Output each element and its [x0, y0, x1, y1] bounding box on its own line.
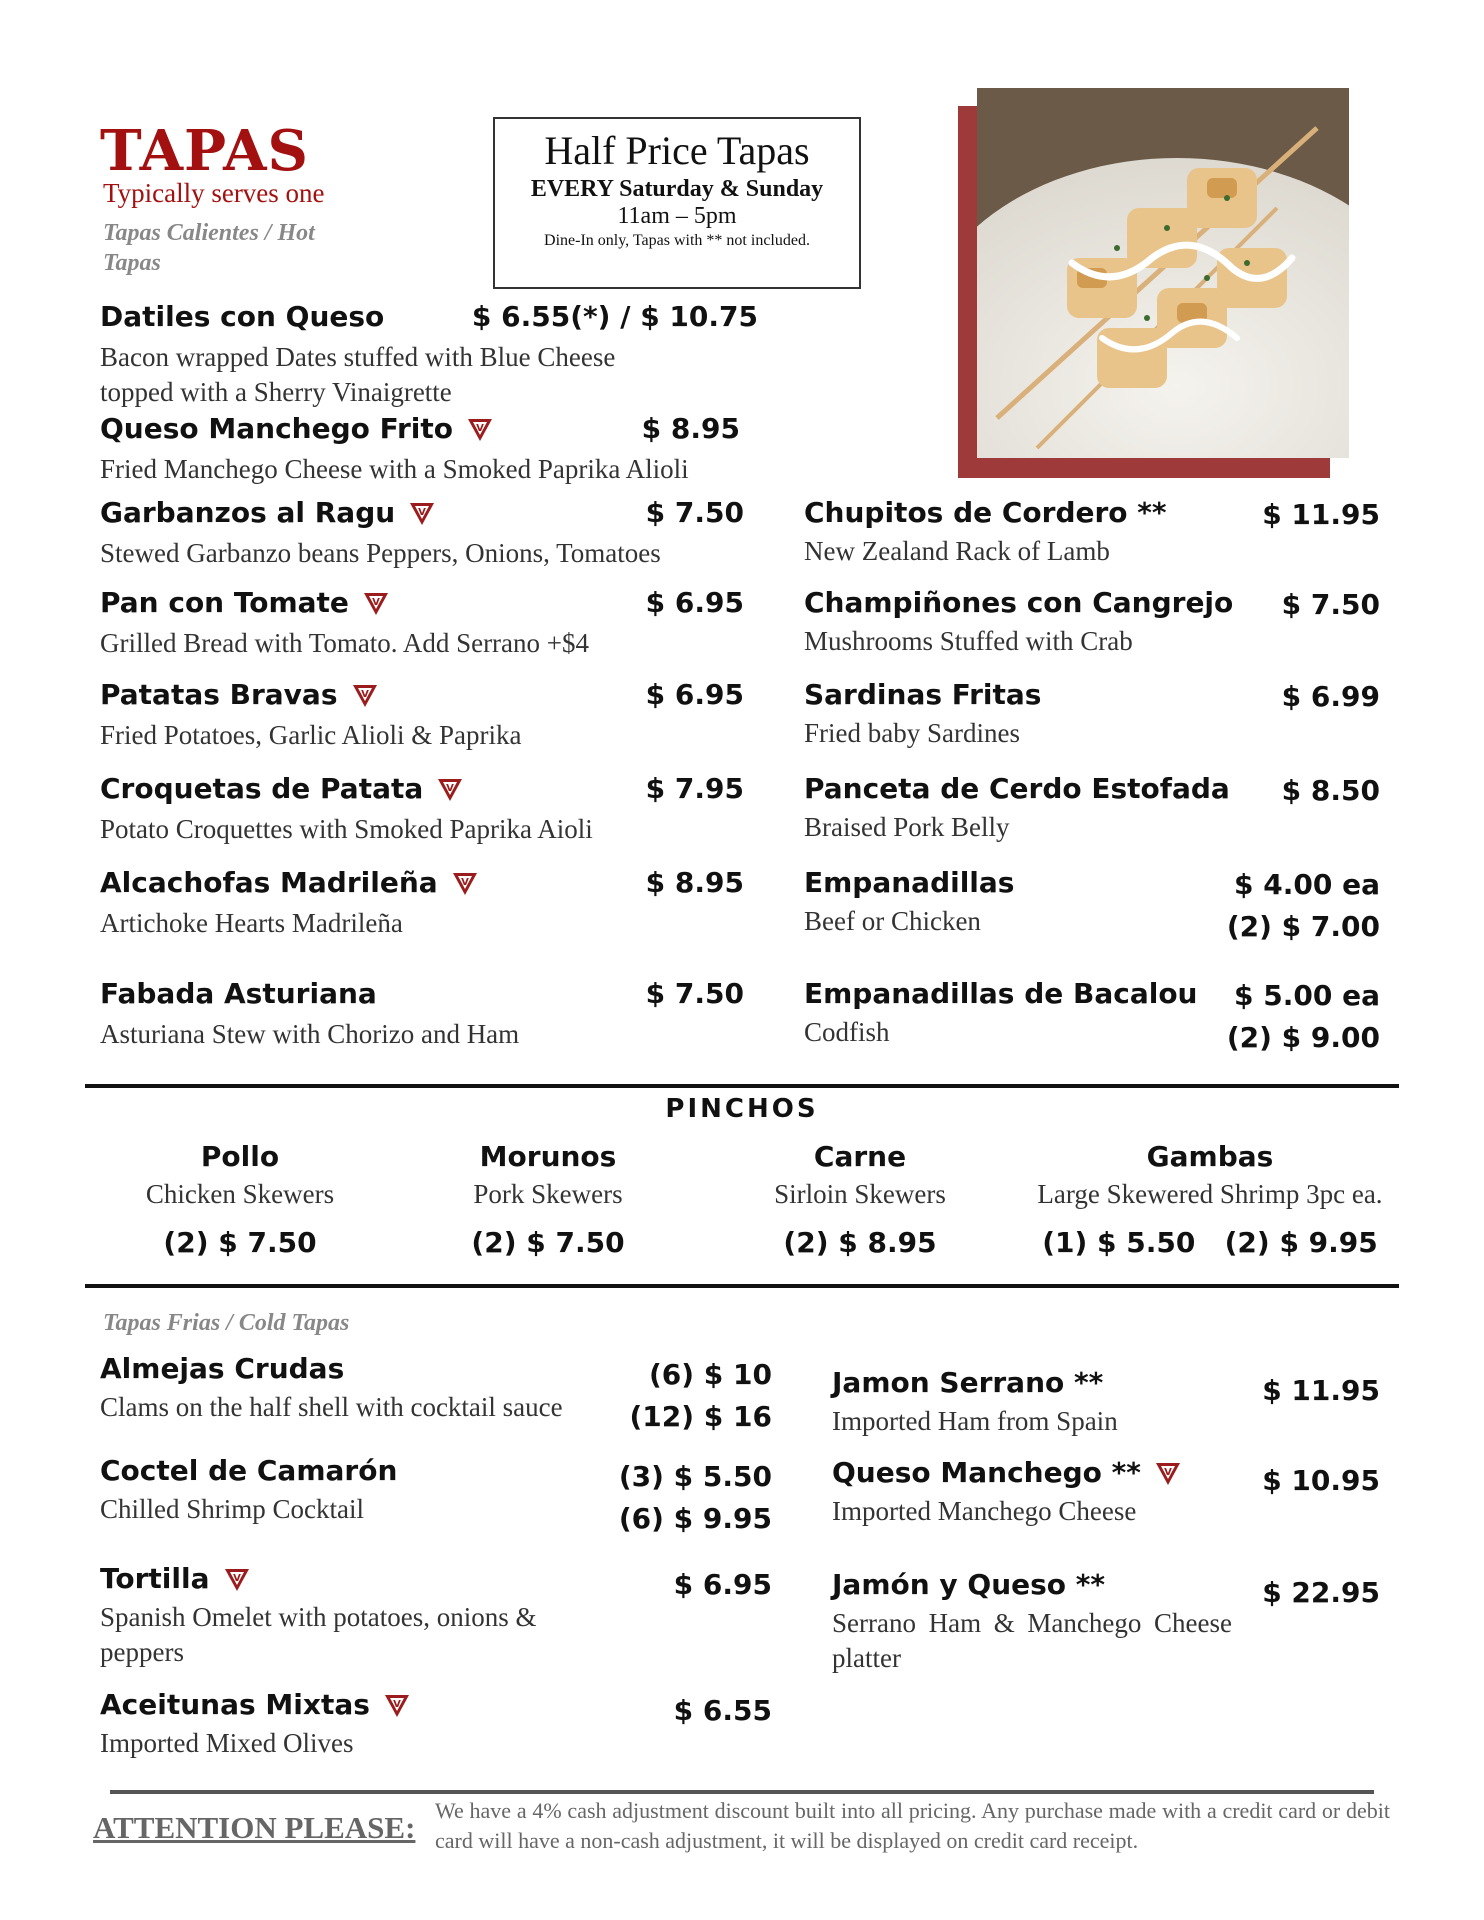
pincho-description: Large Skewered Shrimp 3pc ea.	[1037, 1179, 1383, 1209]
half-price-promo-box	[493, 117, 861, 289]
item-name: Garbanzos al Ragu V	[100, 496, 435, 529]
item-price-2: (2) $ 9.00	[1226, 1021, 1380, 1054]
item-name: Alcachofas Madrileña V	[100, 866, 478, 899]
item-description: Bacon wrapped Dates stuffed with Blue Cheese topped with a Sherry Vinaigrette	[100, 342, 616, 407]
pincho-price: (1) $ 5.50 (2) $ 9.95	[1042, 1226, 1378, 1259]
item-name: Sardinas Fritas	[804, 678, 1042, 711]
pinchos-heading: PINCHOS	[665, 1094, 819, 1124]
item-price: $ 6.95	[673, 1568, 772, 1601]
vegetarian-triangle-icon	[224, 1568, 250, 1592]
item-description: Grilled Bread with Tomato. Add Serrano +$4	[100, 628, 590, 658]
vegetarian-triangle-icon	[1155, 1462, 1181, 1486]
item-price-2: (12) $ 16	[629, 1400, 772, 1433]
item-description: Imported Manchego Cheese	[832, 1496, 1137, 1526]
svg-text:V: V	[446, 783, 455, 794]
item-name: Fabada Asturiana	[100, 977, 377, 1010]
item-description: Stewed Garbanzo beans Peppers, Onions, Tomatoes	[100, 538, 661, 568]
pincho-description: Sirloin Skewers	[774, 1179, 946, 1209]
item-description: Fried Potatoes, Garlic Alioli & Paprika	[100, 720, 522, 750]
pincho-price: (2) $ 7.50	[163, 1226, 317, 1259]
svg-text:V: V	[393, 1699, 401, 1710]
item-description: Imported Mixed Olives	[100, 1728, 354, 1758]
item-description: Fried Manchego Cheese with a Smoked Paprika Alioli	[100, 454, 689, 484]
item-name: Coctel de Camarón	[100, 1454, 398, 1487]
item-name: Jamón y Queso **	[832, 1568, 1106, 1601]
item-description: Imported Ham from Spain	[832, 1406, 1118, 1436]
item-description: New Zealand Rack of Lamb	[804, 536, 1110, 566]
pincho-name: Gambas	[1146, 1140, 1274, 1173]
pincho-item	[1000, 1140, 1420, 1259]
item-price: $ 7.95	[645, 772, 744, 805]
item-description: Braised Pork Belly	[804, 812, 1010, 842]
promo-days: EVERY Saturday & Sunday	[530, 176, 824, 202]
footer-notice: We have a 4% cash adjustment discount built into all pricing. Any purchase made with a credit card or debit card will have a non-cash adjustment, it will be displayed on credit card receipt.	[435, 1798, 1390, 1853]
item-name: Panceta de Cerdo Estofada	[804, 772, 1230, 805]
item-price: $ 22.95	[1262, 1576, 1380, 1609]
item-description: Asturiana Stew with Chorizo and Ham	[100, 1019, 520, 1049]
item-description: Potato Croquettes with Smoked Paprika Aioli	[100, 814, 593, 844]
item-price: $ 6.55	[673, 1694, 772, 1727]
item-description: Chilled Shrimp Cocktail	[100, 1494, 364, 1524]
footer-divider	[110, 1790, 1374, 1794]
divider-top	[85, 1084, 1399, 1088]
item-name: Pan con Tomate V	[100, 586, 389, 619]
pincho-price: (2) $ 7.50	[471, 1226, 625, 1259]
item-price: $ 7.50	[645, 977, 744, 1010]
vegetarian-triangle-icon	[352, 684, 378, 708]
item-price: $ 6.95	[645, 586, 744, 619]
promo-title: Half Price Tapas	[544, 128, 810, 173]
menu-title: TAPAS	[100, 118, 309, 184]
divider-bottom	[85, 1284, 1399, 1288]
svg-text:V: V	[418, 507, 427, 518]
item-description: Codfish	[804, 1017, 890, 1047]
item-name: Queso Manchego Frito V	[100, 412, 493, 445]
svg-text:V: V	[232, 1573, 241, 1584]
svg-text:V: V	[1164, 1467, 1172, 1478]
item-price: $ 11.95	[1262, 1374, 1380, 1407]
hot-tapas-heading: Tapas Calientes / Hot Tapas	[103, 220, 315, 276]
item-name: Croquetas de Patata V	[100, 772, 463, 805]
item-price: $ 11.95	[1262, 498, 1380, 531]
item-price: (6) $ 10	[648, 1358, 772, 1391]
vegetarian-triangle-icon	[409, 502, 435, 526]
svg-text:V: V	[372, 597, 380, 608]
item-description: Clams on the half shell with cocktail sauce	[100, 1392, 563, 1422]
item-name: Datiles con Queso	[100, 300, 385, 333]
item-name: Almejas Crudas	[100, 1352, 345, 1385]
promo-note: Dine-In only, Tapas with ** not included.	[544, 232, 810, 249]
promo-hours: 11am – 5pm	[617, 203, 737, 229]
item-name: Queso Manchego ** V	[832, 1456, 1181, 1489]
svg-text:V: V	[360, 689, 369, 700]
item-price: (3) $ 5.50	[618, 1460, 772, 1493]
vegetarian-triangle-icon	[467, 418, 493, 442]
item-price: $ 10.95	[1262, 1464, 1380, 1497]
item-price: $ 5.00 ea	[1234, 979, 1380, 1012]
vegetarian-triangle-icon	[437, 778, 463, 802]
item-description: Spanish Omelet with potatoes, onions & peppers	[100, 1602, 537, 1667]
item-price-2: (2) $ 7.00	[1226, 910, 1380, 943]
vegetarian-triangle-icon	[384, 1694, 410, 1718]
pincho-name: Pollo	[200, 1140, 280, 1173]
item-description: Serrano Ham & Manchego Cheese platter	[832, 1608, 1232, 1673]
item-price: $ 7.50	[1281, 588, 1380, 621]
pincho-price: (2) $ 8.95	[783, 1226, 937, 1259]
item-price: $ 6.99	[1281, 680, 1380, 713]
item-price: $ 6.95	[645, 678, 744, 711]
item-description: Artichoke Hearts Madrileña	[100, 908, 403, 938]
item-price: $ 6.55(*) / $ 10.75	[471, 300, 758, 333]
item-name: Chupitos de Cordero **	[804, 496, 1167, 529]
svg-text:V: V	[460, 877, 469, 888]
item-name: Aceitunas Mixtas V	[100, 1688, 410, 1721]
item-name: Empanadillas	[804, 866, 1015, 899]
pincho-description: Chicken Skewers	[145, 1179, 335, 1209]
pincho-description: Pork Skewers	[473, 1179, 623, 1209]
item-price: $ 8.95	[645, 866, 744, 899]
item-price: $ 8.95	[641, 412, 740, 445]
item-name: Tortilla V	[100, 1562, 250, 1595]
item-price: $ 8.50	[1281, 774, 1380, 807]
item-description: Fried baby Sardines	[804, 718, 1020, 748]
vegetarian-triangle-icon	[452, 872, 478, 896]
pincho-name: Carne	[813, 1140, 907, 1173]
cold-tapas-heading: Tapas Frias / Cold Tapas	[103, 1310, 350, 1336]
menu-subtitle: Typically serves one	[103, 178, 325, 208]
item-name: Champiñones con Cangrejo	[804, 586, 1234, 619]
item-name: Jamon Serrano **	[832, 1366, 1104, 1399]
skewers-photo	[977, 88, 1349, 458]
item-name: Patatas Bravas V	[100, 678, 378, 711]
attention-label: ATTENTION PLEASE:	[93, 1810, 416, 1845]
item-description: Mushrooms Stuffed with Crab	[804, 626, 1133, 656]
item-price-2: (6) $ 9.95	[618, 1502, 772, 1535]
vegetarian-triangle-icon	[363, 592, 389, 616]
item-description: Beef or Chicken	[804, 906, 981, 936]
pincho-name: Morunos	[479, 1140, 617, 1173]
item-price: $ 4.00 ea	[1234, 868, 1380, 901]
svg-text:V: V	[476, 423, 484, 434]
item-price: $ 7.50	[645, 496, 744, 529]
item-name: Empanadillas de Bacalou	[804, 977, 1198, 1010]
